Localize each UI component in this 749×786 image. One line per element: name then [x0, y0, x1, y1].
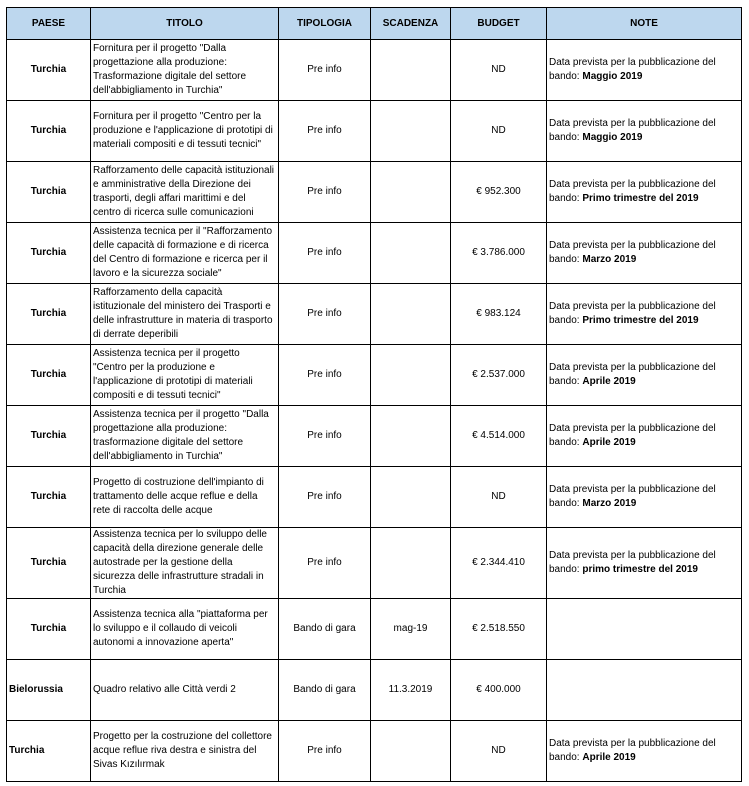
cell-titolo: Rafforzamento delle capacità istituzionali e amministrative della Direzione dei trasporti, degli affari marittimi e del centro di ricerca sulle comunicazioni — [91, 162, 279, 223]
table-header — [7, 8, 742, 40]
cell-budget: ND — [451, 40, 547, 101]
cell-note — [547, 721, 742, 782]
cell-tipologia: Bando di gara — [279, 599, 371, 660]
cell-note — [547, 101, 742, 162]
cell-titolo: Progetto di costruzione dell'impianto di trattamento delle acque reflue e della rete di raccolta delle acque — [91, 467, 279, 528]
cell-note — [547, 660, 742, 721]
header-titolo: TITOLO — [91, 8, 279, 40]
cell-scadenza: mag-19 — [371, 599, 451, 660]
cell-tipologia: Pre info — [279, 406, 371, 467]
header-row — [7, 8, 742, 40]
cell-scadenza: 11.3.2019 — [371, 660, 451, 721]
cell-paese: Turchia — [7, 284, 91, 345]
note-prefix: Data prevista per la pubblicazione del bando: — [549, 423, 716, 448]
note-date: Marzo 2019 — [582, 498, 637, 509]
tenders-table-wrapper — [6, 7, 742, 782]
cell-budget: ND — [451, 101, 547, 162]
cell-budget: ND — [451, 467, 547, 528]
cell-tipologia: Pre info — [279, 40, 371, 101]
cell-scadenza — [371, 162, 451, 223]
cell-scadenza — [371, 284, 451, 345]
cell-paese: Turchia — [7, 528, 91, 599]
cell-paese: Turchia — [7, 406, 91, 467]
table-row — [7, 223, 742, 284]
table-row — [7, 599, 742, 660]
note-prefix: Data prevista per la pubblicazione del bando: — [549, 179, 716, 204]
cell-paese: Turchia — [7, 599, 91, 660]
cell-tipologia: Bando di gara — [279, 660, 371, 721]
note-prefix: Data prevista per la pubblicazione del bando: — [549, 118, 716, 143]
cell-note — [547, 162, 742, 223]
cell-titolo: Fornitura per il progetto "Centro per la produzione e l'applicazione di prototipi di materiali compositi e di tessuti tecnici" — [91, 101, 279, 162]
cell-budget: € 2.344.410 — [451, 528, 547, 599]
cell-note — [547, 284, 742, 345]
table-row — [7, 162, 742, 223]
table-row — [7, 467, 742, 528]
note-date: primo trimestre del 2019 — [582, 564, 698, 575]
cell-titolo: Assistenza tecnica per lo sviluppo delle capacità della direzione generale delle autostrade per la gestione della sicurezza delle infrastrutture stradali in Turchia — [91, 528, 279, 599]
note-prefix: Data prevista per la pubblicazione del bando: — [549, 301, 716, 326]
cell-scadenza — [371, 467, 451, 528]
table-row — [7, 660, 742, 721]
cell-scadenza — [371, 345, 451, 406]
cell-paese: Turchia — [7, 101, 91, 162]
cell-titolo: Progetto per la costruzione del collettore acque reflue riva destra e sinistra del Sivas Kızılırmak — [91, 721, 279, 782]
note-prefix: Data prevista per la pubblicazione del bando: — [549, 738, 716, 763]
note-date: Primo trimestre del 2019 — [582, 315, 699, 326]
table-row — [7, 284, 742, 345]
cell-note — [547, 467, 742, 528]
tenders-table — [6, 7, 742, 782]
cell-paese: Turchia — [7, 223, 91, 284]
cell-paese: Turchia — [7, 345, 91, 406]
cell-note — [547, 528, 742, 599]
cell-budget: € 2.537.000 — [451, 345, 547, 406]
cell-titolo: Rafforzamento della capacità istituzionale del ministero dei Trasporti e delle infrastrutture in materia di trasporto di derrate deperibili — [91, 284, 279, 345]
note-prefix: Data prevista per la pubblicazione del bando: — [549, 550, 716, 575]
cell-note — [547, 223, 742, 284]
cell-titolo: Fornitura per il progetto "Dalla progettazione alla produzione: Trasformazione digitale del settore dell'abbigliamento in Turchia" — [91, 40, 279, 101]
cell-note — [547, 599, 742, 660]
note-date: Primo trimestre del 2019 — [582, 193, 699, 204]
cell-tipologia: Pre info — [279, 721, 371, 782]
note-date: Aprile 2019 — [582, 437, 636, 448]
cell-budget: € 983.124 — [451, 284, 547, 345]
cell-tipologia: Pre info — [279, 223, 371, 284]
cell-tipologia: Pre info — [279, 284, 371, 345]
note-date: Maggio 2019 — [582, 132, 643, 143]
table-row — [7, 101, 742, 162]
cell-scadenza — [371, 721, 451, 782]
table-row — [7, 406, 742, 467]
cell-scadenza — [371, 406, 451, 467]
cell-titolo: Assistenza tecnica per il progetto "Dalla progettazione alla produzione: trasformazione digitale del settore dell'abbigliamento in Turchia" — [91, 406, 279, 467]
cell-scadenza — [371, 101, 451, 162]
table-body — [7, 40, 742, 782]
cell-budget: € 4.514.000 — [451, 406, 547, 467]
cell-scadenza — [371, 223, 451, 284]
cell-budget: ND — [451, 721, 547, 782]
cell-scadenza — [371, 528, 451, 599]
cell-paese: Bielorussia — [7, 660, 91, 721]
cell-titolo: Assistenza tecnica per il "Rafforzamento delle capacità di formazione e di ricerca del Centro di formazione e ricerca per il lavoro e la sicurezza sociale" — [91, 223, 279, 284]
cell-note — [547, 406, 742, 467]
note-date: Maggio 2019 — [582, 71, 643, 82]
cell-titolo: Quadro relativo alle Città verdi 2 — [91, 660, 279, 721]
header-scadenza: SCADENZA — [371, 8, 451, 40]
cell-budget: € 3.786.000 — [451, 223, 547, 284]
header-budget: BUDGET — [451, 8, 547, 40]
cell-paese: Turchia — [7, 467, 91, 528]
cell-tipologia: Pre info — [279, 528, 371, 599]
cell-tipologia: Pre info — [279, 101, 371, 162]
cell-tipologia: Pre info — [279, 162, 371, 223]
note-date: Aprile 2019 — [582, 752, 636, 763]
note-prefix: Data prevista per la pubblicazione del bando: — [549, 484, 716, 509]
table-row — [7, 721, 742, 782]
cell-budget: € 952.300 — [451, 162, 547, 223]
table-row — [7, 345, 742, 406]
table-row — [7, 528, 742, 599]
cell-scadenza — [371, 40, 451, 101]
cell-budget: € 2.518.550 — [451, 599, 547, 660]
header-note: NOTE — [547, 8, 742, 40]
cell-budget: € 400.000 — [451, 660, 547, 721]
note-prefix: Data prevista per la pubblicazione del bando: — [549, 362, 716, 387]
table-row — [7, 40, 742, 101]
note-prefix: Data prevista per la pubblicazione del bando: — [549, 240, 716, 265]
cell-paese: Turchia — [7, 721, 91, 782]
cell-paese: Turchia — [7, 40, 91, 101]
cell-tipologia: Pre info — [279, 467, 371, 528]
header-tipologia: TIPOLOGIA — [279, 8, 371, 40]
cell-titolo: Assistenza tecnica alla "piattaforma per lo sviluppo e il collaudo di veicoli autonomi a innovazione aperta" — [91, 599, 279, 660]
note-prefix: Data prevista per la pubblicazione del bando: — [549, 57, 716, 82]
cell-paese: Turchia — [7, 162, 91, 223]
cell-titolo: Assistenza tecnica per il progetto "Centro per la produzione e l'applicazione di prototipi di materiali compositi e di tessuti tecnici" — [91, 345, 279, 406]
header-paese: PAESE — [7, 8, 91, 40]
cell-note — [547, 345, 742, 406]
cell-tipologia: Pre info — [279, 345, 371, 406]
note-date: Aprile 2019 — [582, 376, 636, 387]
note-date: Marzo 2019 — [582, 254, 637, 265]
cell-note — [547, 40, 742, 101]
